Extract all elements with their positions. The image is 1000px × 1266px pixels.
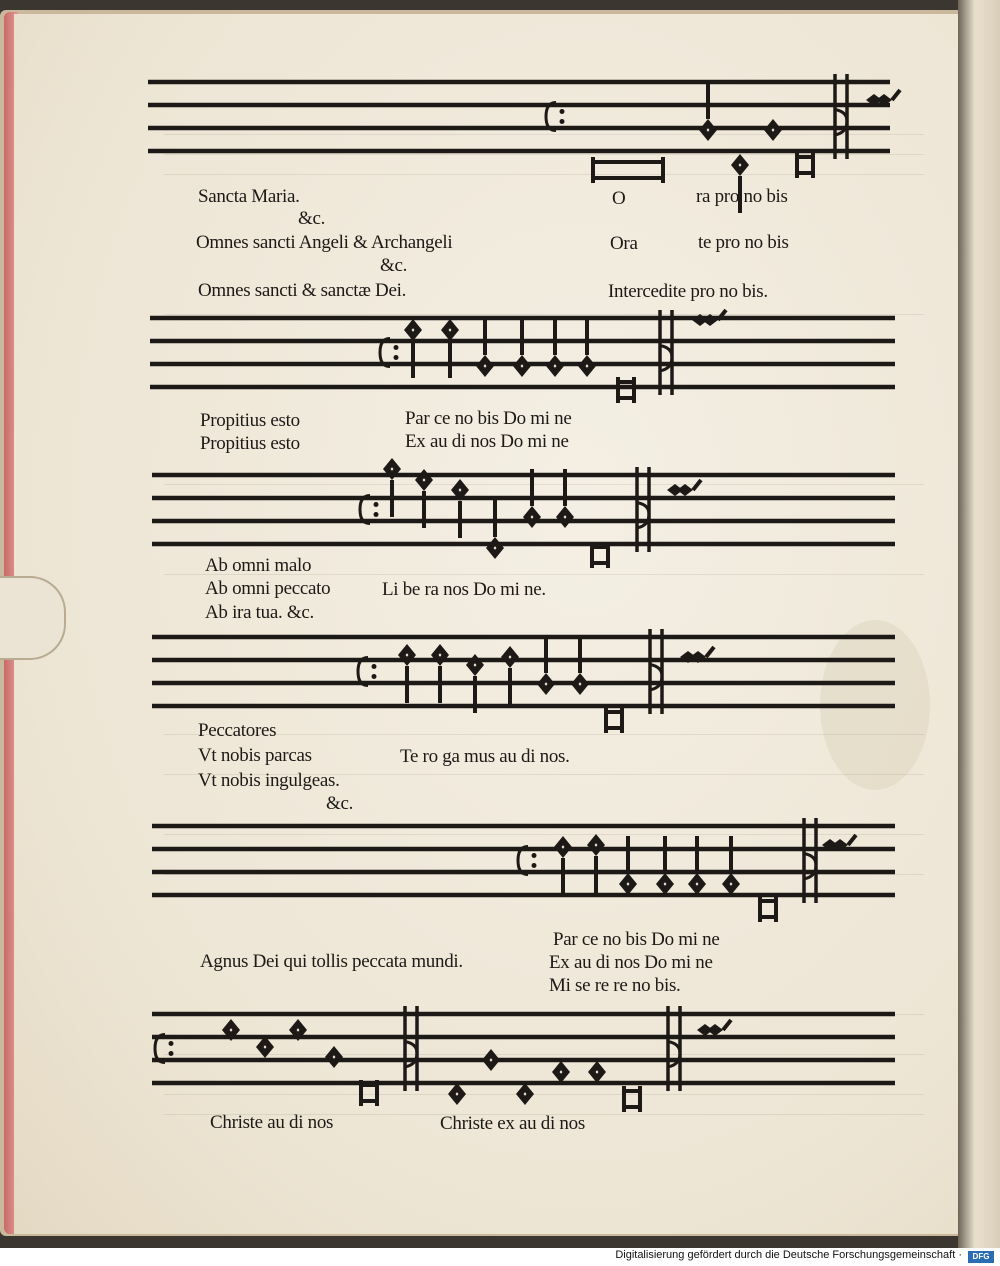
lyric-syllable: Intercedite pro no bis. [608,281,768,302]
lyric-line: &c. [298,208,326,229]
clef-dot [169,1041,174,1046]
note-highlight [330,1052,338,1062]
note-highlight [557,1067,565,1077]
lyric-line: Propitius esto [200,410,300,431]
custos-tail [723,1020,731,1030]
breve [624,1091,640,1107]
footer-credit: Digitalisierung gefördert durch die Deutsche Forschungsgemeinschaft · [615,1249,962,1261]
lyric-line: Vt nobis ingulgeas. [198,770,340,791]
lyric-line: Par ce no bis Do mi ne [553,929,720,950]
footer-bar [0,1248,1000,1266]
lyric-line: Omnes sancti Angeli & Archangeli [196,232,453,253]
lyric-line: Christe au di nos [210,1112,334,1133]
lyric-syllable: te pro no bis [698,232,789,253]
lyric-line: Christe ex au di nos [440,1113,585,1134]
lyric-syllable: Ora [610,233,638,254]
note-highlight [593,1067,601,1077]
lyric-line: Ab omni peccato [205,578,331,599]
lyric-line: Omnes sancti & sanctæ Dei. [198,280,407,301]
lyric-line: Ex au di nos Do mi ne [405,431,569,452]
note-highlight [227,1025,235,1035]
lyric-line: &c. [326,793,354,814]
lyric-line: Sancta Maria. [198,186,300,207]
dfg-logo: DFG [968,1251,994,1263]
clef-dot [169,1051,174,1056]
lyric-line: Mi se re re no bis. [549,975,681,996]
bar-bracket [668,1042,680,1067]
note-highlight [261,1042,269,1052]
note-highlight [294,1025,302,1035]
lyric-line: Ab ira tua. &c. [205,602,314,623]
bar-bracket [405,1042,417,1067]
lyric-line: Te ro ga mus au di nos. [400,746,570,767]
lyric-line: Ex au di nos Do mi ne [549,952,713,973]
lyric-line: Agnus Dei qui tollis peccata mundi. [200,951,463,972]
note-highlight [487,1055,495,1065]
lyric-syllable: O [612,188,626,209]
lyric-line: Li be ra nos Do mi ne. [382,579,546,600]
lyric-line: &c. [380,255,408,276]
lyric-line: Par ce no bis Do mi ne [405,408,572,429]
lyric-line: Propitius esto [200,433,300,454]
breve [361,1085,377,1101]
note-highlight [453,1089,461,1099]
custos [707,1024,723,1036]
note-highlight [521,1089,529,1099]
lyric-line: Vt nobis parcas [198,745,312,766]
lyric-line: Peccatores [198,720,277,741]
lyric-line: Ab omni malo [205,555,312,576]
lyric-syllable: ra pro no bis [696,186,788,207]
